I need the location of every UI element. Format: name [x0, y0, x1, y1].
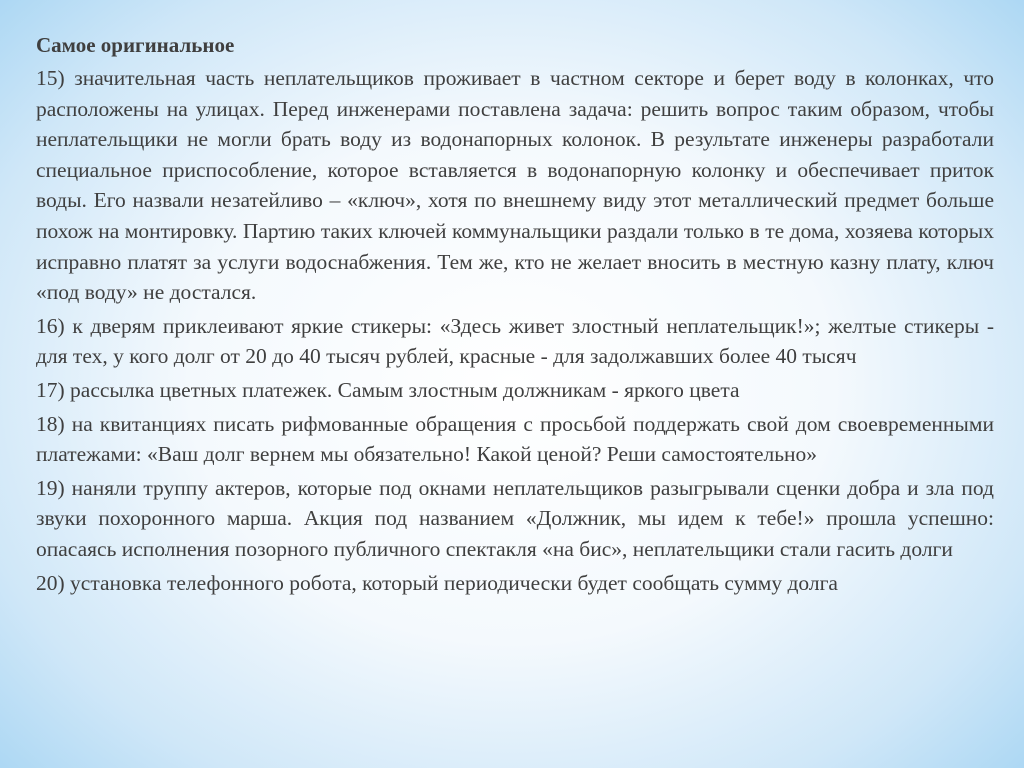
list-item-17: 17) рассылка цветных платежек. Самым злостным должникам - яркого цвета [36, 377, 740, 402]
list-item-15: 15) значительная часть неплательщиков проживает в частном секторе и берет воду в колонках, что расположены на улицах. Перед инженерами поставлена задача: решить вопрос таким образом, чтобы неплательщики не могли брать воду из водонапорных колонок. В результате инженеры разработали специальное приспособление, которое вставляется в водонапорную колонку и обеспечивает приток воды. Его назвали незатейливо – «ключ», хотя по внешнему виду этот металлический предмет больше похож на монтировку. Партию таких ключей коммунальщики раздали только в те дома, хозяева которых исправно платят за услуги водоснабжения. Тем же, кто не желает вносить в местную казну плату, ключ «под воду» не достался. [36, 66, 994, 305]
list-item-18: 18) на квитанциях писать рифмованные обращения с просьбой поддержать свой дом своевременными платежами: «Ваш долг вернем мы обязательно! Какой ценой? Реши самостоятельно» [36, 411, 994, 467]
slide-content [36, 31, 994, 601]
list-item-16: 16) к дверям приклеивают яркие стикеры: «Здесь живет злостный неплательщик!»; желтые стикеры - для тех, у кого долг от 20 до 40 тысяч рублей, красные - для задолжавших более 40 тысяч [36, 313, 994, 369]
slide-title: Самое оригинальное [36, 33, 235, 57]
list-item-19: 19) наняли труппу актеров, которые под окнами неплательщиков разыгрывали сценки добра и зла под звуки похоронного марша. Акция под названием «Должник, мы идем к тебе!» прошла успешно: опасаясь исполнения позорного публичного спектакля «на бис», неплательщики стали гасить долги [36, 475, 994, 561]
list-item-20: 20) установка телефонного робота, который периодически будет сообщать сумму долга [36, 570, 838, 595]
